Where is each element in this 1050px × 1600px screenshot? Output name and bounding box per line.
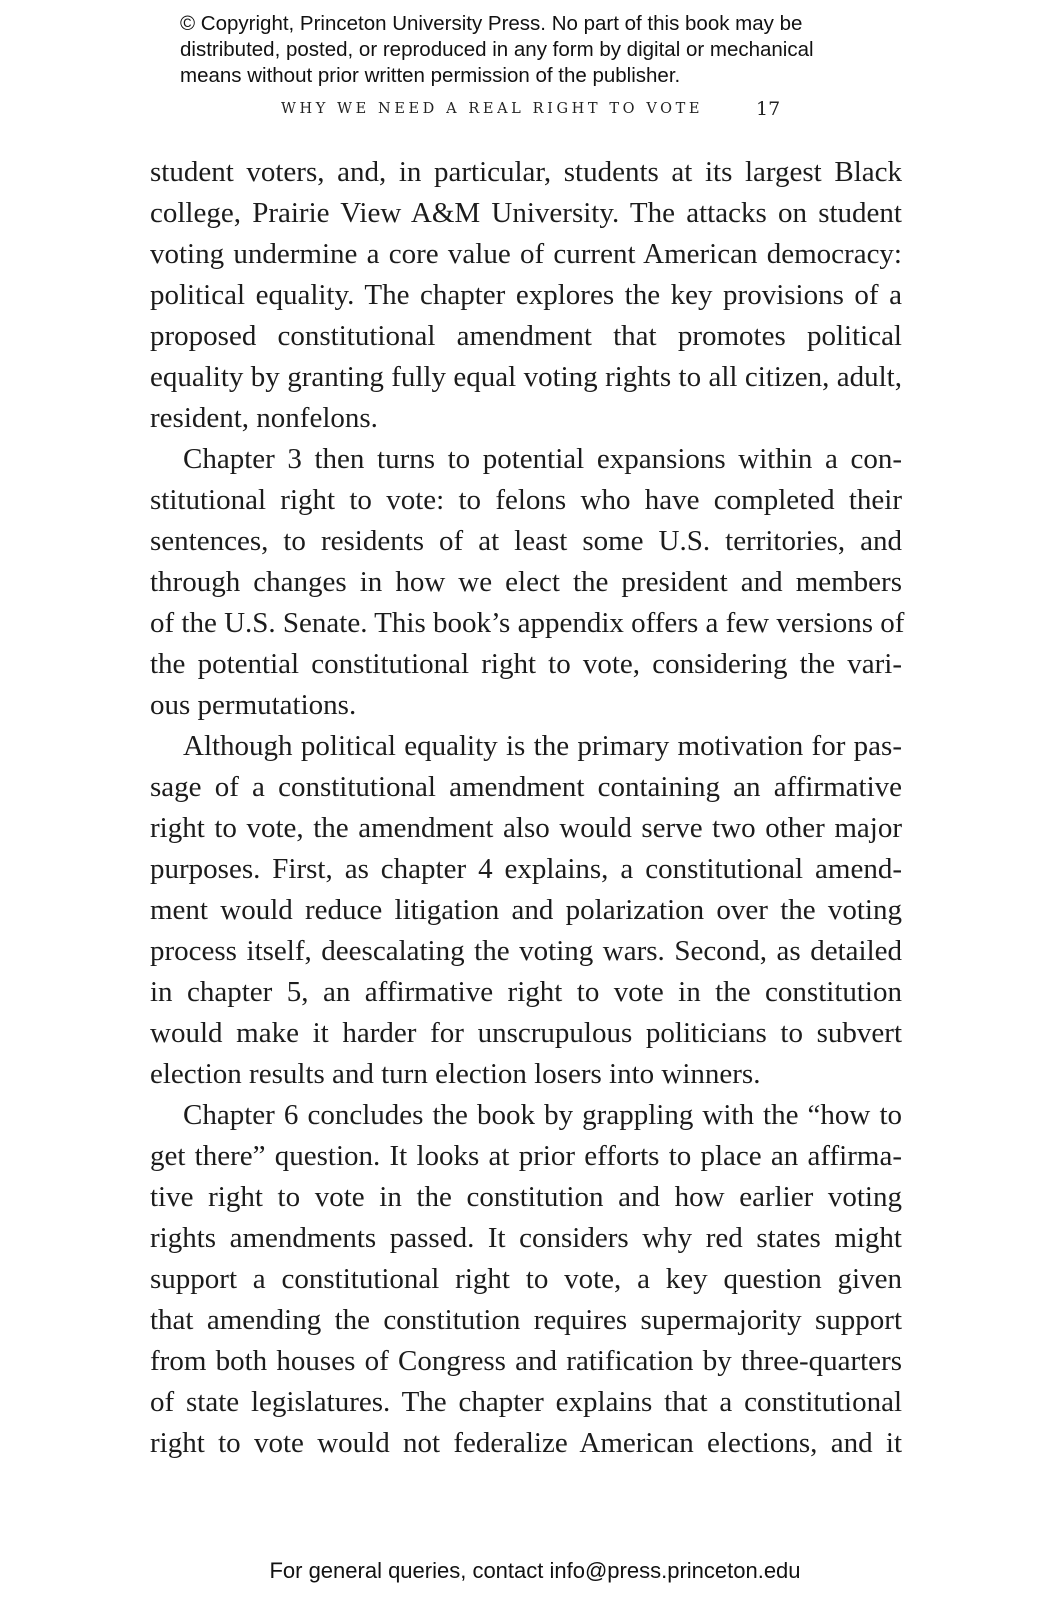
text-line: support a constitutional right to vote, a key question given xyxy=(150,1263,902,1295)
page-number: 17 xyxy=(756,98,781,120)
text-line: tive right to vote in the constitution and how earlier voting xyxy=(150,1181,902,1213)
text-line: political equality. The chapter explores the key provisions of a xyxy=(150,279,902,311)
running-head xyxy=(0,98,1050,124)
text-line: through changes in how we elect the president and members xyxy=(150,566,902,598)
text-line: get there” question. It looks at prior efforts to place an affirma- xyxy=(150,1140,902,1172)
text-line: in chapter 5, an affirmative right to vote in the constitution xyxy=(150,976,902,1008)
text-line: election results and turn election losers into winners. xyxy=(150,1058,761,1090)
text-line: that amending the constitution requires supermajority support xyxy=(150,1304,902,1336)
text-line: college, Prairie View A&M University. The attacks on student xyxy=(150,197,902,229)
text-line: Although political equality is the primary motivation for pas- xyxy=(183,730,902,762)
text-line: rights amendments passed. It considers why red states might xyxy=(150,1222,902,1254)
text-line: right to vote, the amendment also would serve two other major xyxy=(150,812,902,844)
running-head-title: WHY WE NEED A REAL RIGHT TO VOTE xyxy=(281,101,704,117)
text-line: Chapter 3 then turns to potential expansions within a con- xyxy=(183,443,902,475)
text-line: voting undermine a core value of current American democracy: xyxy=(150,238,902,270)
text-line: purposes. First, as chapter 4 explains, a constitutional amend- xyxy=(150,853,902,885)
copyright-line: means without prior written permission of the publisher. xyxy=(180,64,681,87)
copyright-line: © Copyright, Princeton University Press. No part of this book may be xyxy=(180,12,803,35)
text-line: student voters, and, in particular, students at its largest Black xyxy=(150,156,902,188)
text-line: process itself, deescalating the voting wars. Second, as detailed xyxy=(150,935,902,967)
text-line: ment would reduce litigation and polarization over the voting xyxy=(150,894,902,926)
text-line: resident, nonfelons. xyxy=(150,402,378,434)
text-line: the potential constitutional right to vote, considering the vari- xyxy=(150,648,902,680)
text-line: of state legislatures. The chapter explains that a constitutional xyxy=(150,1386,902,1418)
text-line: Chapter 6 concludes the book by grappling with the “how to xyxy=(183,1099,902,1131)
text-line: would make it harder for unscrupulous politicians to subvert xyxy=(150,1017,902,1049)
text-line: sage of a constitutional amendment containing an affirmative xyxy=(150,771,902,803)
text-line: equality by granting fully equal voting rights to all citizen, adult, xyxy=(150,361,902,393)
body-text xyxy=(150,152,905,1464)
text-line: sentences, to residents of at least some U.S. territories, and xyxy=(150,525,902,557)
text-line: ous permutations. xyxy=(150,689,357,721)
copyright-notice xyxy=(180,11,940,89)
text-line: of the U.S. Senate. This book’s appendix offers a few versions of xyxy=(150,607,905,639)
copyright-line: distributed, posted, or reproduced in any form by digital or mechanical xyxy=(180,38,814,61)
footer-contact: For general queries, contact info@press.princeton.edu xyxy=(269,1558,801,1583)
text-line: from both houses of Congress and ratification by three-quarters xyxy=(150,1345,902,1377)
text-line: right to vote would not federalize American elections, and it xyxy=(150,1427,902,1459)
text-line: stitutional right to vote: to felons who have completed their xyxy=(150,484,902,516)
text-line: proposed constitutional amendment that promotes political xyxy=(150,320,902,352)
